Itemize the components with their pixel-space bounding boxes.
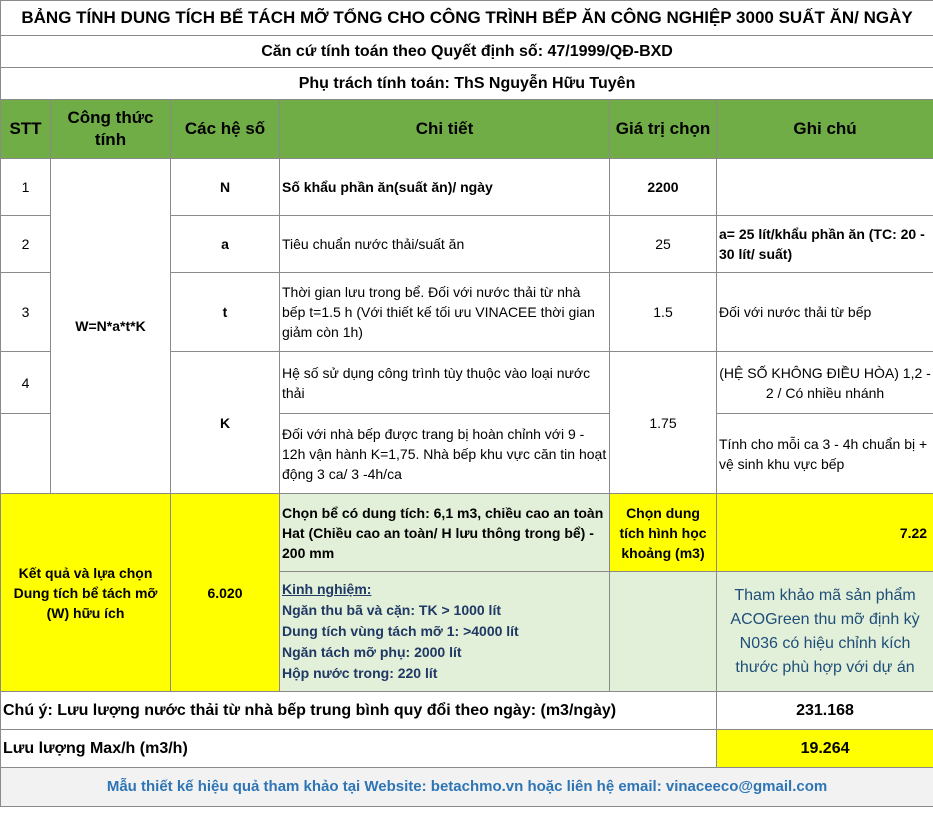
geom-label: Chọn dung tích hình học khoảng (m3): [610, 494, 717, 572]
header-note: Ghi chú: [717, 100, 933, 159]
max-flow-label: Lưu lượng Max/h (m3/h): [1, 730, 717, 768]
stt-cell: [1, 414, 51, 494]
result-label: Kết quả và lựa chọn Dung tích bể tách mỡ (W) hữu ích: [1, 494, 171, 692]
result-row: [1, 494, 933, 572]
value-cell: 1.5: [610, 273, 717, 352]
note-cell: (HỆ SỐ KHÔNG ĐIỀU HÒA) 1,2 - 2 / Có nhiều nhánh: [717, 352, 933, 414]
experience-item: Ngăn tách mỡ phụ: 2000 lít: [282, 644, 462, 660]
person-line: Phụ trách tính toán: ThS Nguyễn Hữu Tuyên: [1, 68, 933, 100]
empty-cell: [610, 572, 717, 692]
stt-cell: 4: [1, 352, 51, 414]
detail-cell: Thời gian lưu trong bể. Đối với nước thải từ nhà bếp t=1.5 h (Với thiết kế tối ưu VINACEE thời gian giảm còn 1h): [280, 273, 610, 352]
header-coef: Các hệ số: [171, 100, 280, 159]
experience-cell: [280, 572, 610, 692]
header-detail: Chi tiết: [280, 100, 610, 159]
header-stt: STT: [1, 100, 51, 159]
detail-cell: Đối với nhà bếp được trang bị hoàn chỉnh với 9 - 12h vận hành K=1,75. Nhà bếp khu vực căn tin hoạt động 3 ca/ 3 -4h/ca: [280, 414, 610, 494]
coef-cell: t: [171, 273, 280, 352]
max-flow-row: [1, 730, 933, 768]
basis-line: Căn cứ tính toán theo Quyết định số: 47/1999/QĐ-BXD: [1, 36, 933, 68]
value-cell: 1.75: [610, 352, 717, 494]
product-ref: Tham khảo mã sản phẩm ACOGreen thu mỡ định kỳ N036 có hiệu chỉnh kích thước phù hợp với dự án: [717, 572, 933, 692]
note-flow-label: Chú ý: Lưu lượng nước thải từ nhà bếp trung bình quy đổi theo ngày: (m3/ngày): [1, 692, 717, 730]
max-flow-value: 19.264: [717, 730, 933, 768]
note-cell: Đối với nước thải từ bếp: [717, 273, 933, 352]
note-cell: [717, 159, 933, 216]
coef-cell: N: [171, 159, 280, 216]
header-formula: Công thức tính: [51, 100, 171, 159]
experience-title: Kinh nghiệm:: [282, 581, 372, 597]
stt-cell: 3: [1, 273, 51, 352]
geom-value: 7.22: [717, 494, 933, 572]
note-flow-value: 231.168: [717, 692, 933, 730]
experience-item: Ngăn thu bã và cặn: TK > 1000 lít: [282, 602, 502, 618]
coef-cell: a: [171, 216, 280, 273]
result-value: 6.020: [171, 494, 280, 692]
detail-cell: Hệ số sử dụng công trình tùy thuộc vào loại nước thải: [280, 352, 610, 414]
note-flow-row: [1, 692, 933, 730]
note-cell: a= 25 lít/khẩu phần ăn (TC: 20 - 30 lít/ suất): [717, 216, 933, 273]
value-cell: 25: [610, 216, 717, 273]
experience-item: Dung tích vùng tách mỡ 1: >4000 lít: [282, 623, 519, 639]
value-cell: 2200: [610, 159, 717, 216]
stt-cell: 2: [1, 216, 51, 273]
table-row: [1, 159, 933, 216]
detail-cell: Số khẩu phần ăn(suất ăn)/ ngày: [280, 159, 610, 216]
stt-cell: 1: [1, 159, 51, 216]
sheet-title: BẢNG TÍNH DUNG TÍCH BỂ TÁCH MỠ TỔNG CHO CÔNG TRÌNH BẾP ĂN CÔNG NGHIỆP 3000 SUẤT ĂN/ NGÀY: [1, 1, 933, 36]
footer-text: Mẫu thiết kế hiệu quả tham khảo tại Website: betachmo.vn hoặc liên hệ email: vinaceeco@gmail.com: [1, 768, 933, 807]
formula-cell: W=N*a*t*K: [51, 159, 171, 494]
header-value: Giá trị chọn: [610, 100, 717, 159]
choice-text: Chọn bể có dung tích: 6,1 m3, chiều cao an toàn Hat (Chiều cao an toàn/ H lưu thông trong bể) - 200 mm: [280, 494, 610, 572]
experience-item: Hộp nước trong: 220 lít: [282, 665, 438, 681]
coef-cell: K: [171, 352, 280, 494]
header-row: [1, 100, 933, 159]
detail-cell: Tiêu chuẩn nước thải/suất ăn: [280, 216, 610, 273]
note-cell: Tính cho mỗi ca 3 - 4h chuẩn bị + vệ sinh khu vực bếp: [717, 414, 933, 494]
